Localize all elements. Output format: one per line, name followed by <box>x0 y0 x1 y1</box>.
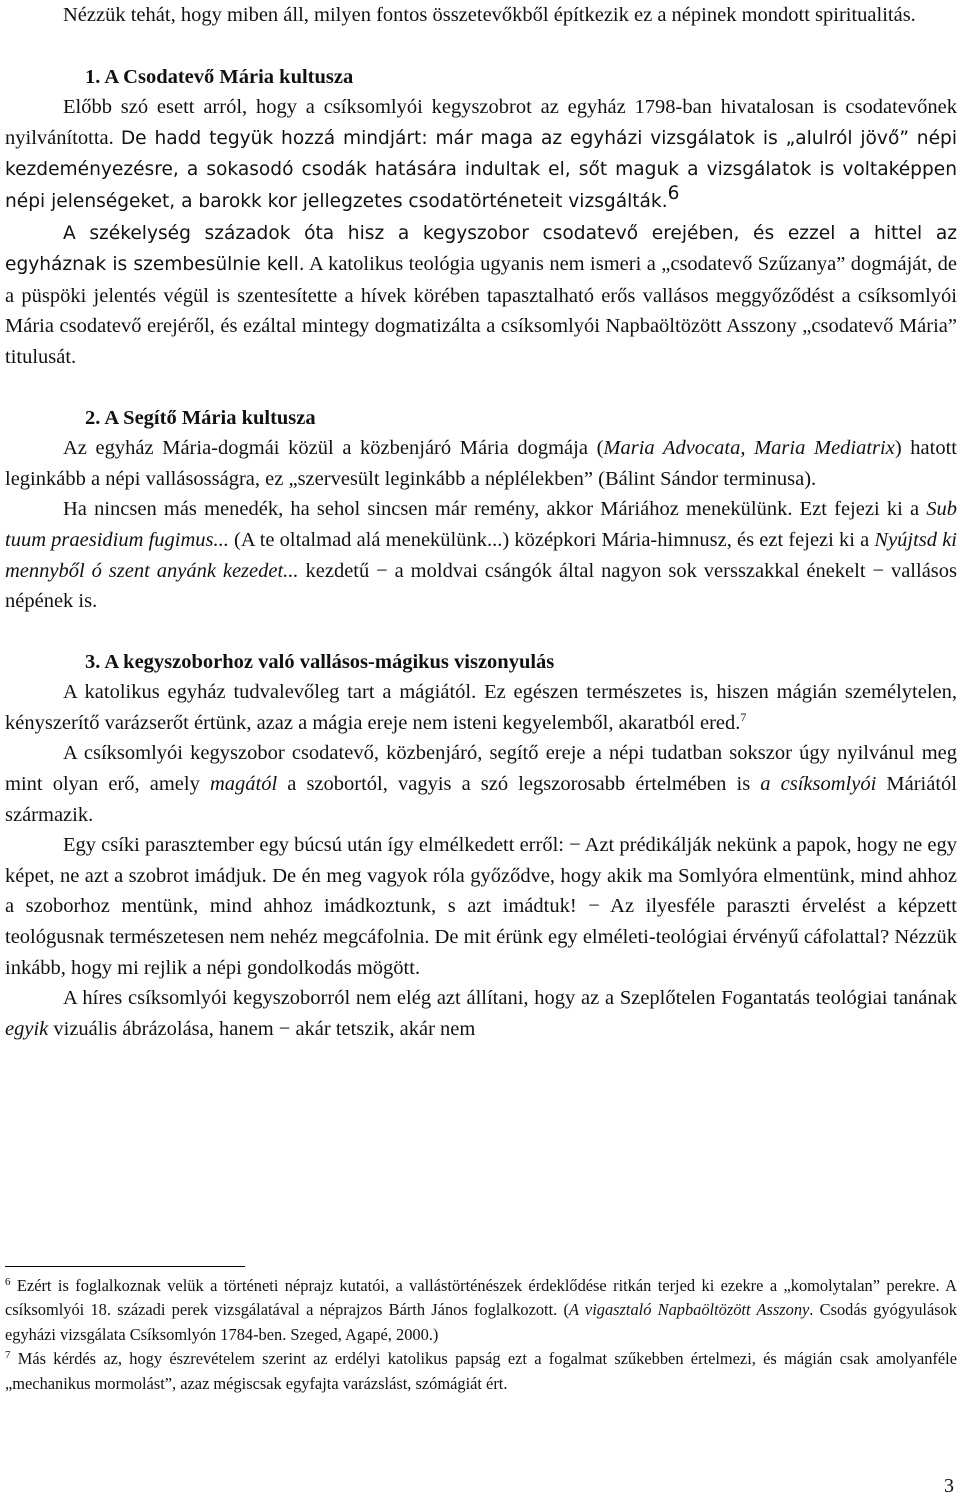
footnote-6-number: 6 <box>5 1276 11 1288</box>
section2-p2-italic-2: Nyújtsd ki mennyből ó szent anyánk kezedet... <box>5 528 957 582</box>
section1-paragraph-2 <box>5 218 957 373</box>
page-number: 3 <box>944 1475 954 1497</box>
section1-p2-a: A székelység századok óta hisz a kegyszobor csodatevő erejében, és ezzel a hittel az egyháznak is szembesülnie kell. <box>5 222 957 276</box>
section2-p1-b: ) hatott leginkább a népi vallásosságra, ez „szervesült leginkább a néplélekben” (Bálint Sándor terminusa). <box>5 437 957 490</box>
footnote-6-text-b: . Csodás gyógyulások egyházi vizsgálata Csíksomlyón 1784-ben. Szeged, Agapé, 2000.) <box>5 1300 957 1344</box>
body-text <box>5 0 957 1044</box>
section2-p1-a: Az egyház Mária-dogmái közül a közbenjáró Mária dogmája ( <box>63 437 604 460</box>
section3-paragraph-1 <box>5 677 957 738</box>
section2-heading: 2. A Segítő Mária kultusza <box>85 406 316 429</box>
footnote-7 <box>5 1347 957 1396</box>
section3-p4-a: A híres csíksomlyói kegyszoborról nem elég azt állítani, hogy az a Szeplőtelen Fogantatás teológiai tanának <box>63 987 957 1010</box>
footnote-6 <box>5 1274 957 1347</box>
footnote-separator <box>5 1266 245 1267</box>
section2-paragraph-2 <box>5 494 957 616</box>
section2-p2-b: (A te oltalmad alá menekülünk...) középkori Mária-himnusz, és ezt fejezi ki a <box>228 528 875 551</box>
footnotes <box>5 1274 957 1396</box>
section3-p1: A katolikus egyház tudvalevőleg tart a mágiától. Ez egészen természetes is, hiszen mágián személytelen, kényszerítő varázserőt értünk, azaz a mágia ereje nem isteni kegyelemből, akaratból ered. <box>5 681 957 734</box>
footnote-6-text-a: Ezért is foglalkoznak velük a történeti néprajz kutatói, a vallástörténészek érdeklődése ritkán terjed ki ezekre a „komolytalan” perekre. A csíksomlyói 18. századi perek vizsgálatával a néprajzos Bárth János foglalkozott. ( <box>5 1276 957 1320</box>
section3-p2-italic-2: a csíksomlyói <box>760 773 877 796</box>
footnote-ref-7[interactable]: 7 <box>740 709 747 724</box>
section3-p2-b: a szobortól, vagyis a szó legszorosabb értelmében is <box>277 773 761 796</box>
section3-p4-b: vizuális ábrázolása, hanem − akár tetszik, akár nem <box>48 1017 476 1040</box>
section1-p1-b: De hadd tegyük hozzá mindjárt: már maga az egyházi vizsgálatok is „alulról jövő” népi kezdeményezésre, a sokasodó csodák hatására indultak el, sőt maguk a vizsgálatok is voltaképpen népi jelenségeket, a barokk kor jellegzetes csodatörténeteit vizsgálták. <box>5 127 957 212</box>
section3-heading: 3. A kegyszoborhoz való vallásos-mágikus viszonyulás <box>85 650 555 673</box>
section3-p2-a: A csíksomlyói kegyszobor csodatevő, közbenjáró, segítő ereje a népi tudatban sokszor úgy nyilvánul meg mint olyan erő, amely <box>5 742 957 796</box>
section1-p2-b: A katolikus teológia ugyanis nem ismeri a „csodatevő Szűzanya” dogmáját, de a püspöki jelentés végül is szentesítette a hívek körében tapasztalható erős vallásos meggyőződést a csíksomlyói Mária csodatevő erejéről, és ezáltal mintegy dogmatizálta a csíksomlyói Napbaöltözött Asszony „csodatevő Mária” titulusát. <box>5 253 957 368</box>
section3-paragraph-4 <box>5 983 957 1044</box>
section1-heading: 1. A Csodatevő Mária kultusza <box>85 65 354 88</box>
section3-p2-c: Máriától származik. <box>5 773 957 826</box>
section2-p2-italic-1: Sub tuum praesidium fugimus... <box>5 498 957 551</box>
section3-paragraph-2 <box>5 738 957 830</box>
footnote-ref-6[interactable]: 6 <box>667 182 680 204</box>
section3-paragraph-3 <box>5 830 957 983</box>
section1-paragraph-1 <box>5 92 957 217</box>
section1-p1-a: Előbb szó esett arról, hogy a csíksomlyói kegyszobrot az egyház 1798-ban hivatalosan is csodatevőnek nyilvánította. <box>5 96 957 149</box>
footnote-7-number: 7 <box>5 1349 11 1362</box>
section2-p2-c: kezdetű − a moldvai csángók által nagyon sok versszakkal énekelt − vallásos népének is. <box>5 559 957 613</box>
intro-paragraph <box>5 0 957 31</box>
intro-text: Nézzük tehát, hogy miben áll, milyen fontos összetevőkből építkezik ez a népinek mondott spiritualitás. <box>63 4 916 26</box>
section2-paragraph-1 <box>5 433 957 494</box>
section3-p4-italic: egyik <box>5 1017 49 1040</box>
section3-p2-italic-1: magától <box>209 773 278 796</box>
footnote-7-text: Más kérdés az, hogy észrevételem szerint az erdélyi katolikus papság ezt a fogalmat szűkebben értelmezi, és mágián csak amolyanféle „mechanikus mormolást”, azaz mégiscsak egyfajta varázslást, szómágiát ért. <box>5 1349 957 1393</box>
footnote-6-italic: A vigasztaló Napbaöltözött Asszony <box>568 1300 810 1320</box>
section3-p3: Egy csíki parasztember egy búcsú után így elmélkedett erről: − Azt prédikálják nekünk a papok, hogy ne egy képet, ne azt a szobrot imádjuk. De én meg vagyok róla győződve, hogy akik ma Somlyóra elmentünk, mind ahhoz a szoborhoz mentünk, mind ahhoz imádkoztunk, s azt imádtuk! − Az ilyesféle paraszti érvelést a képzett teológusnak természetesen nem nehéz megcáfolnia. De mit érünk egy elméleti-teológiai érvényű cáfolattal? Nézzük inkább, hogy mi rejlik a népi gondolkodás mögött. <box>5 834 957 979</box>
section2-p2-a: Ha nincsen más menedék, ha sehol sincsen már remény, akkor Máriához menekülünk. Ezt fejezi ki a <box>63 498 927 521</box>
section2-p1-italic: Maria Advocata, Maria Mediatrix <box>603 437 895 460</box>
